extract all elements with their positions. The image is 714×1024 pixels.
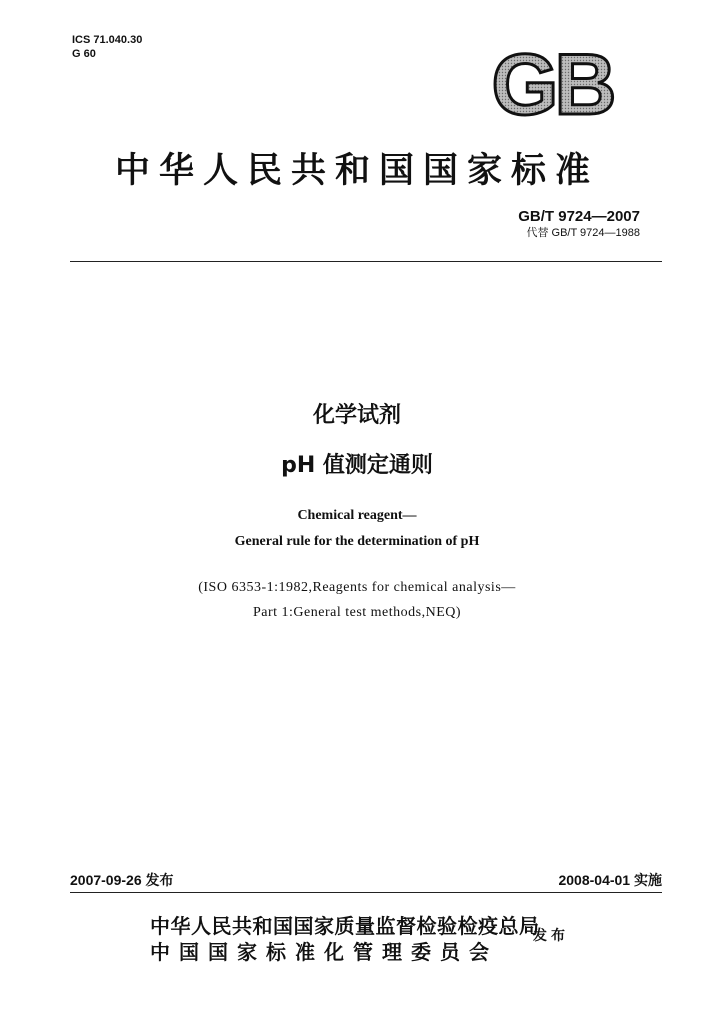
classification-codes (72, 33, 142, 61)
iso-reference-line1: (ISO 6353-1:1982,Reagents for chemical analysis— (198, 580, 516, 595)
issue-date: 2007-09-26 发布 (70, 872, 174, 888)
replaces-standard: 代替 GB/T 9724—1988 (526, 227, 640, 239)
ics-code: ICS 71.040.30 (72, 34, 143, 46)
implement-date: 2008-04-01 实施 (558, 872, 662, 888)
standard-number: GB/T 9724—2007 (518, 208, 640, 225)
footer-divider (70, 892, 662, 893)
gb-logo-text: GB (491, 44, 613, 124)
ccs-code: G 60 (72, 48, 96, 60)
title-en-line1: Chemical reagent— (297, 508, 417, 523)
title-cn-line2: pH 值测定通则 (281, 453, 433, 478)
title-en-line2: General rule for the determination of pH (234, 534, 480, 549)
header-divider (70, 261, 662, 262)
title-cn-line1: 化学试剂 (312, 403, 401, 428)
issuer-line1: 中华人民共和国国家质量监督检验检疫总局 (150, 914, 540, 938)
iso-reference-line2: Part 1:General test methods,NEQ) (252, 605, 462, 620)
standard-number-block (518, 208, 640, 240)
issuer-line2: 中国国家标准化管理委员会 (150, 940, 498, 964)
gb-logo (480, 44, 624, 124)
standard-type-title: 中华人民共和国国家标准 (114, 150, 599, 191)
publish-label: 发布 (533, 928, 569, 944)
